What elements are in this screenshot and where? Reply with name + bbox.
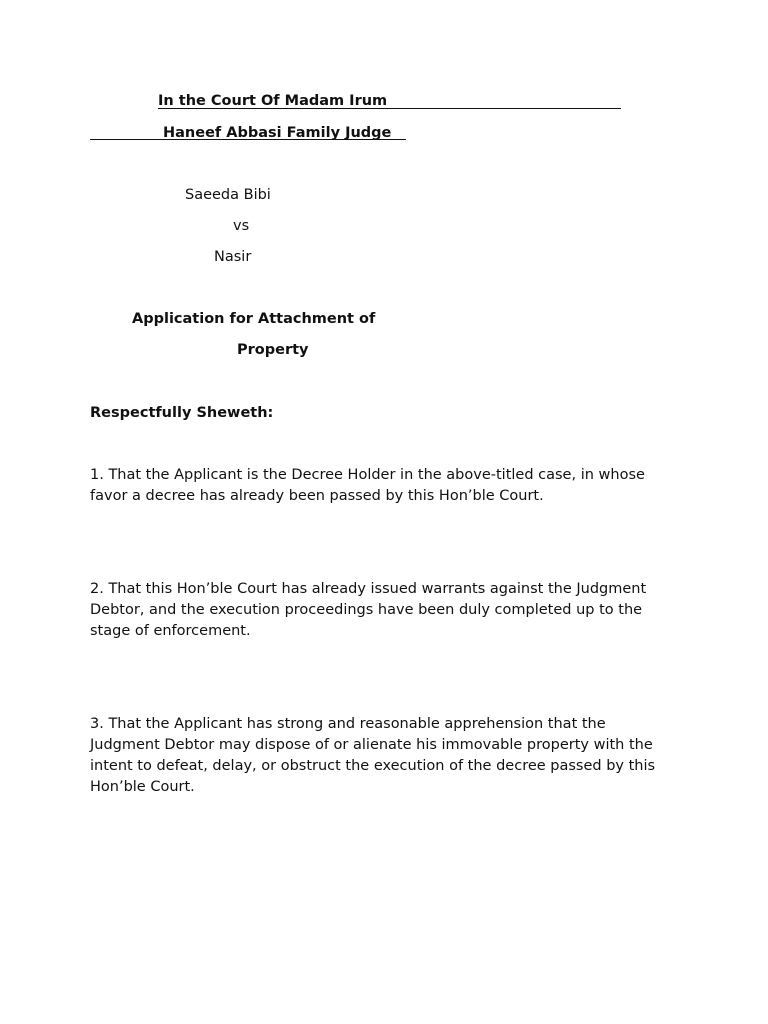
salutation: Respectfully Sheweth:: [90, 405, 274, 421]
plaintiff-name: Saeeda Bibi: [185, 187, 271, 203]
paragraph-3-line-1: 3. That the Applicant has strong and reasonable apprehension that the: [90, 716, 606, 732]
application-title-line-2: Property: [237, 342, 309, 358]
heading-underline-2: [90, 139, 406, 140]
paragraph-1: [90, 465, 690, 507]
paragraph-3-line-2: Judgment Debtor may dispose of or alienate his immovable property with the: [90, 737, 653, 753]
paragraph-2: [90, 579, 690, 642]
paragraph-1-line-1: 1. That the Applicant is the Decree Holder in the above-titled case, in whose: [90, 467, 645, 483]
paragraph-1-line-2: favor a decree has already been passed by this Hon’ble Court.: [90, 488, 544, 504]
paragraph-3: [90, 714, 690, 798]
paragraph-3-line-4: Hon’ble Court.: [90, 779, 195, 795]
court-heading-line-2: Haneef Abbasi Family Judge: [163, 125, 392, 141]
paragraph-2-line-3: stage of enforcement.: [90, 623, 251, 639]
heading-underline-1: [158, 108, 621, 109]
paragraph-2-line-2: Debtor, and the execution proceedings have been duly completed up to the: [90, 602, 643, 618]
application-title-line-1: Application for Attachment of: [132, 311, 376, 327]
court-heading-line-1: In the Court Of Madam Irum: [158, 93, 388, 109]
paragraph-3-line-3: intent to defeat, delay, or obstruct the execution of the decree passed by this: [90, 758, 656, 774]
paragraph-2-line-1: 2. That this Hon’ble Court has already issued warrants against the Judgment: [90, 581, 647, 597]
versus-text: vs: [233, 218, 250, 234]
defendant-name: Nasir: [214, 249, 252, 265]
